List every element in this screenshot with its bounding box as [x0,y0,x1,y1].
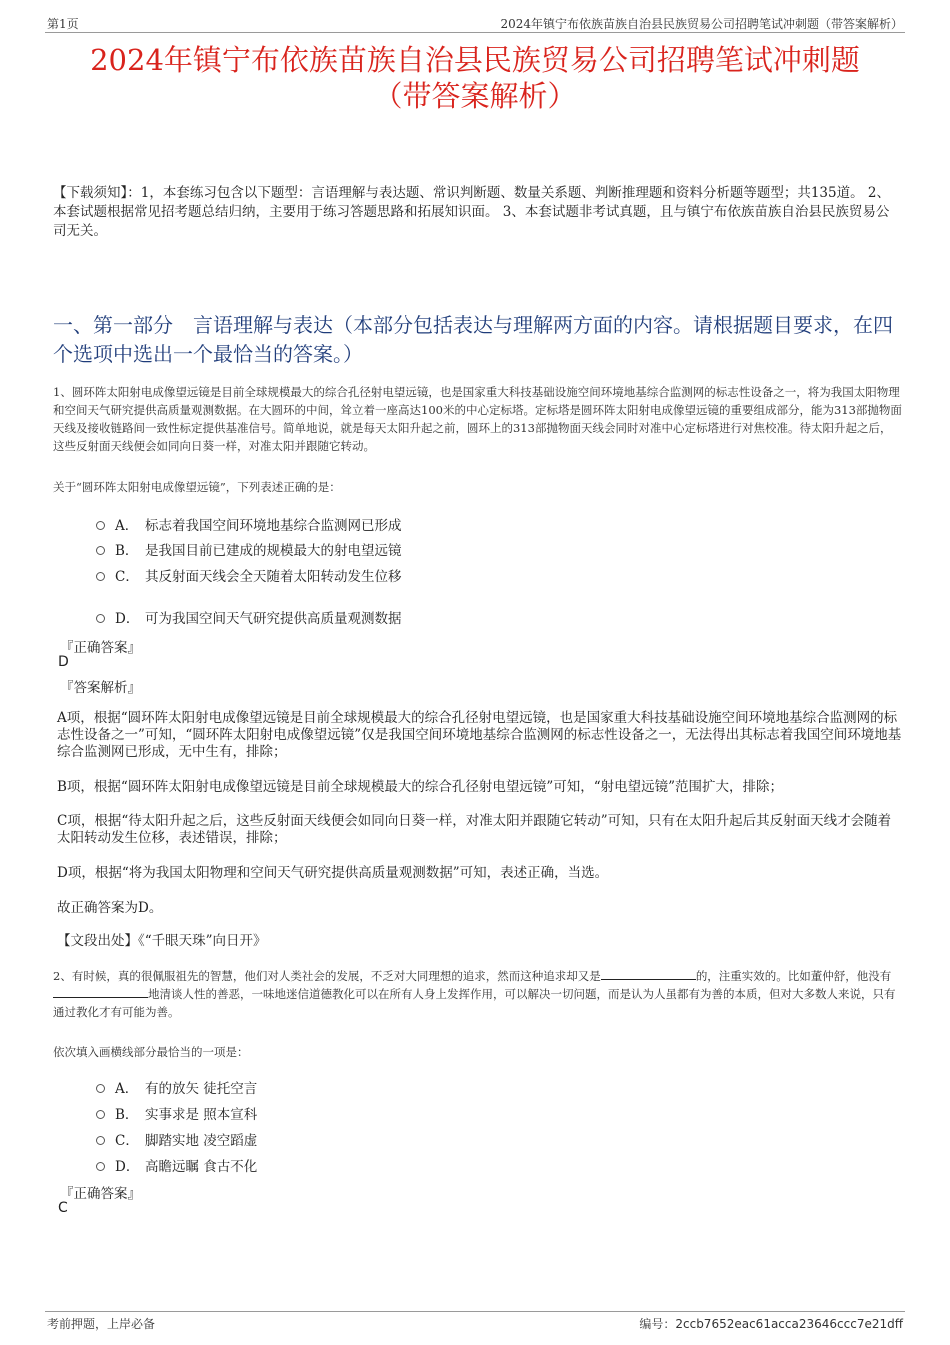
section-heading: 一、第一部分 言语理解与表达（本部分包括表达与理解两方面的内容。请根据题目要求，在四个选项中选出一个最恰当的答案。） [53,313,893,366]
question-1-answer-label: 『正确答案』 [60,640,141,656]
page-footer [45,1311,905,1331]
question-1-option-b[interactable]: B． 是我国目前已建成的规模最大的射电望远镜 [96,539,402,559]
analysis-paragraph-c: C项，根据“待太阳升起之后，这些反射面天线便会如同向日葵一样，对准太阳并跟随它转动”可知，只有在太阳升起后其反射面天线才会随着太阳转动发生位移，表述错误，排除； [57,813,892,846]
header-doc-title: 2024年镇宁布依族苗族自治县民族贸易公司招聘笔试冲刺题（带答案解析） [500,17,903,31]
document-title [20,42,930,114]
question-2-answer: C [58,1200,68,1216]
question-2-option-a[interactable]: A． 有的放矢 徒托空言 [96,1077,257,1097]
page-header [45,14,905,33]
question-1-option-c[interactable]: C． 其反射面天线会全天随着太阳转动发生位移 [96,565,402,585]
passage-source: 【文段出处】《“千眼天珠”向日开》 [57,933,267,949]
footer-slogan: 考前押题，上岸必备 [47,1317,156,1331]
title-line-2: （带答案解析） [373,79,577,113]
title-line-1: 2024年镇宁布依族苗族自治县民族贸易公司招聘笔试冲刺题 [90,43,860,77]
question-1-answer: D [58,654,69,670]
fill-blank-2 [53,986,148,998]
radio-icon[interactable] [96,572,105,581]
page-number: 第1页 [47,17,79,31]
question-2-option-b[interactable]: B． 实事求是 照本宣科 [96,1103,257,1123]
radio-icon[interactable] [96,1162,105,1171]
analysis-conclusion: 故正确答案为D。 [57,900,163,916]
question-2-option-d[interactable]: D． 高瞻远瞩 食古不化 [96,1155,257,1175]
question-1-option-d[interactable]: D． 可为我国空间天气研究提供高质量观测数据 [96,607,402,627]
question-2-passage: 2、有时候，真的很佩服祖先的智慧，他们对人类社会的发展，不乏对大同理想的追求，然而这种追求却又是 的，注重实效的。比如董仲舒，他没有地清谈人性的善恶，一味地迷信道德教化可以在所有人身上发挥作用，可以解决一切问题，而是认为人虽都有为善的本质，但对大多数人来说，只有通过教化才有可能为善。 [53,969,896,1019]
question-1-stem: 关于“圆环阵太阳射电成像望远镜”，下列表述正确的是： [53,480,341,494]
question-2-option-c[interactable]: C． 脚踏实地 凌空蹈虚 [96,1129,257,1149]
analysis-paragraph-d: D项，根据“将为我国太阳物理和空间天气研究提供高质量观测数据”可知，表述正确，当选。 [57,865,609,881]
radio-icon[interactable] [96,614,105,623]
question-1-analysis-label: 『答案解析』 [60,680,141,696]
question-2-answer-label: 『正确答案』 [60,1186,141,1202]
fill-blank-1 [601,968,696,980]
analysis-paragraph-b: B项，根据“圆环阵太阳射电成像望远镜是目前全球规模最大的综合孔径射电望远镜”可知，“射电望远镜”范围扩大，排除； [57,779,784,795]
download-notice: 【下载须知】：1，本套练习包含以下题型：言语理解与表达题、常识判断题、数量关系题、判断推理题和资料分析题等题型；共135道。 2、本套试题根据常见招考题总结归纳，主要用于练习答题思路和拓展知识面。 3、本套试题非考试真题，且与镇宁布依族苗族自治县民族贸易公司无关。 [53,185,890,239]
question-2-stem: 依次填入画横线部分最恰当的一项是： [53,1045,249,1059]
question-1-option-a[interactable]: A． 标志着我国空间环境地基综合监测网已形成 [96,514,402,534]
analysis-paragraph-a: A项，根据“圆环阵太阳射电成像望远镜是目前全球规模最大的综合孔径射电望远镜，也是国家重大科技基础设施空间环境地基综合监测网的标志性设备之一”可知，“圆环阵太阳射电成像望远镜”仅是我国空间环境地基综合监测网的标志性设备之一，无法得出其标志着我国空间环境地基综合监测网已形成，无中生有，排除； [57,710,902,760]
radio-icon[interactable] [96,1084,105,1093]
radio-icon[interactable] [96,1110,105,1119]
footer-code: 编号：2ccb7652eac61acca23646ccc7e21dff [639,1317,903,1331]
radio-icon[interactable] [96,1136,105,1145]
question-1-passage: 1、圆环阵太阳射电成像望远镜是目前全球规模最大的综合孔径射电望远镜，也是国家重大科技基础设施空间环境地基综合监测网的标志性设备之一，将为我国太阳物理和空间天气研究提供高质量观测数据。在大圆环的中间，耸立着一座高达100米的中心定标塔。定标塔是圆环阵太阳射电成像望远镜的重要组成部分，能为313部抛物面天线及接收链路间一致性标定提供基准信号。简单地说，就是每天太阳升起之前，圆环上的313部抛物面天线会同时对准中心定标塔进行对焦校准。待太阳升起之后，这些反射面天线便会如同向日葵一样，对准太阳并跟随它转动。 [53,385,902,453]
radio-icon[interactable] [96,521,105,530]
radio-icon[interactable] [96,546,105,555]
